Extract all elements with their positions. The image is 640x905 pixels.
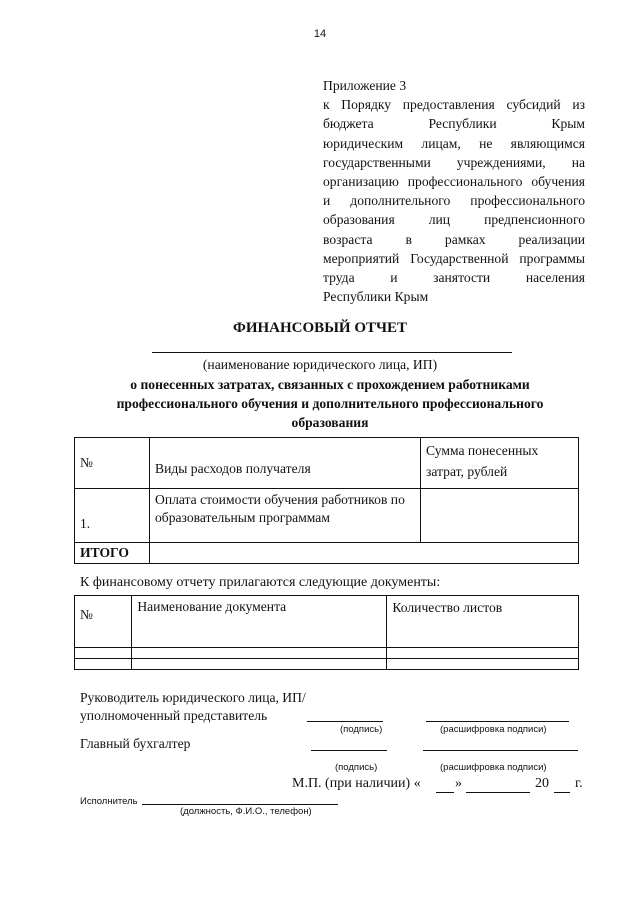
report-title: ФИНАНСОВЫЙ ОТЧЕТ (232, 320, 408, 336)
table-header-row (75, 438, 579, 489)
appendix-line: образования лиц предпенсионного (323, 212, 585, 228)
accountant-sign-note: (подпись) (335, 762, 378, 773)
doc-header-num: № (75, 596, 132, 648)
appendix-line: организацию профессионального обучения (323, 174, 585, 190)
head-decode-note: (расшифровка подписи) (440, 724, 547, 735)
total-label: ИТОГО (75, 543, 150, 564)
accountant-decode-line (423, 750, 578, 751)
header-num: № (75, 438, 150, 489)
accountant-signature-line (311, 750, 387, 751)
appendix-line: бюджета Республики Крым (323, 116, 585, 132)
appendix-line: государственными учреждениями, на (323, 154, 585, 170)
documents-label: К финансовому отчету прилагаются следующие документы: (80, 575, 441, 590)
appendix-line: Республики Крым (323, 289, 429, 305)
subtitle-line: профессионального обучения и дополнительного профессионального (116, 396, 544, 411)
table-header-row (75, 596, 579, 648)
row-amount (421, 489, 579, 543)
year-suffix: г. (575, 776, 583, 791)
year-prefix: 20 (535, 776, 549, 791)
doc-cell (132, 648, 387, 659)
subtitle-line: о понесенных затратах, связанных с прохождением работниками (130, 377, 530, 392)
appendix-line: возраста в рамках реализации (323, 231, 585, 247)
header-amount: Сумма понесенных затрат, рублей (421, 438, 579, 489)
appendix-line: труда и занятости населения (323, 270, 585, 286)
doc-cell (387, 648, 579, 659)
doc-cell (75, 659, 132, 670)
expenses-table (74, 437, 579, 564)
header-expense-type: Виды расходов получателя (150, 438, 421, 489)
month-line (466, 792, 530, 793)
entity-name-note: (наименование юридического лица, ИП) (202, 357, 438, 372)
table-row (75, 489, 579, 543)
doc-cell (387, 659, 579, 670)
appendix-line: юридическим лицам, не являющимся (323, 135, 585, 151)
year-line (554, 792, 570, 793)
doc-header-pages: Количество листов (387, 596, 579, 648)
total-value (150, 543, 579, 564)
report-subtitle (80, 375, 580, 432)
appendix-line: и дополнительного профессионального (323, 193, 585, 209)
accountant-decode-note: (расшифровка подписи) (440, 762, 547, 773)
appendix-heading: Приложение 3 (323, 78, 407, 93)
stamp-label: М.П. (при наличии) « (292, 776, 421, 791)
doc-header-name: Наименование документа (132, 596, 387, 648)
executor-label: Исполнитель (80, 796, 138, 807)
documents-table (74, 595, 579, 670)
executor-line (142, 804, 338, 805)
total-row (75, 543, 579, 564)
doc-cell (132, 659, 387, 670)
head-sign-note: (подпись) (340, 724, 383, 735)
row-expense-type: Оплата стоимости обучения работников по образовательным программам (150, 489, 421, 543)
head-decode-line (426, 721, 569, 722)
chief-accountant-label: Главный бухгалтер (80, 736, 191, 751)
table-row (75, 648, 579, 659)
day-line (436, 792, 454, 793)
doc-cell (75, 648, 132, 659)
head-signature-line (307, 721, 383, 722)
executor-note: (должность, Ф.И.О., телефон) (180, 806, 312, 817)
page-number: 14 (313, 28, 327, 40)
appendix-block (323, 76, 585, 306)
subtitle-line: образования (291, 415, 369, 430)
appendix-line: мероприятий Государственной программы (323, 250, 585, 266)
row-num: 1. (75, 489, 150, 543)
entity-name-line (152, 352, 512, 353)
quote-close: » (455, 776, 462, 791)
head-label-line2: уполномоченный представитель (80, 708, 268, 723)
head-label-line1: Руководитель юридического лица, ИП/ (80, 690, 306, 705)
table-row (75, 659, 579, 670)
appendix-line: к Порядку предоставления субсидий из (323, 97, 585, 113)
